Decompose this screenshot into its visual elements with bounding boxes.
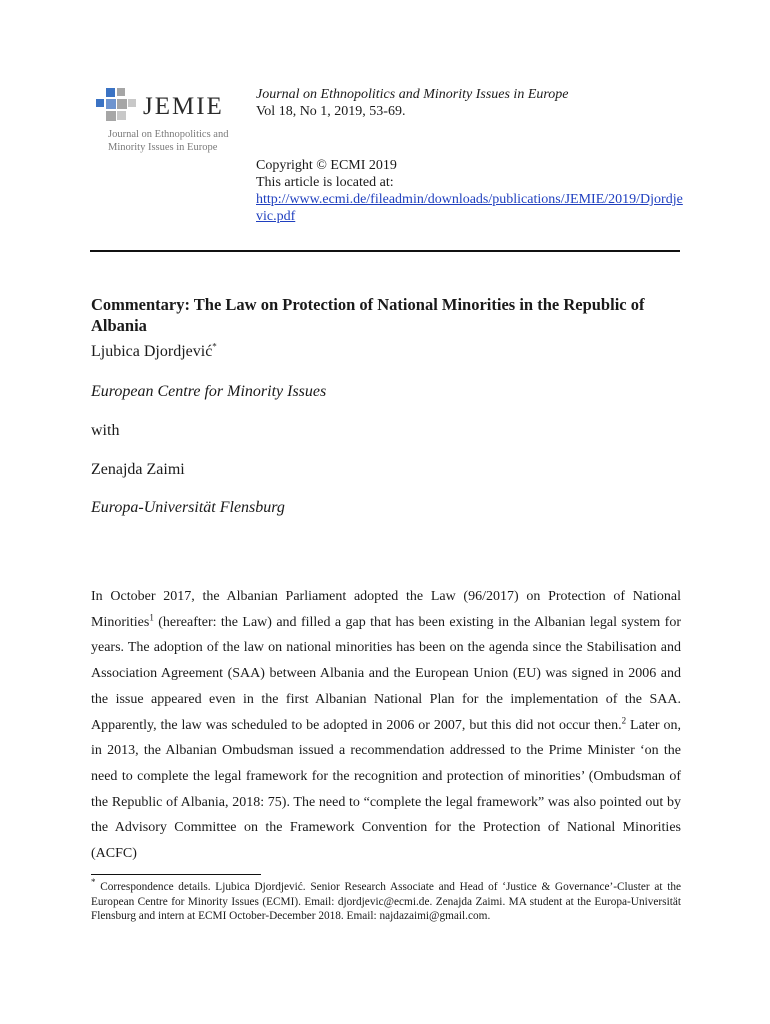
copyright-block: [256, 157, 686, 225]
article-title: Commentary: The Law on Protection of National Minorities in the Republic of Albania: [91, 295, 645, 335]
affiliation-1: European Centre for Minority Issues: [91, 383, 327, 400]
author-2: Zenajda Zaimi: [91, 461, 185, 478]
footnote: [91, 877, 681, 924]
footnote-text: Correspondence details. Ljubica Djordjević. Senior Research Associate and Head of ‘Justice & Governance’-Cluster at the European Centre for Minority Issues (ECMI). Email: djordjevic@ecmi.de. Zenajda Zaimi. MA student at the Europa-Universität Flensburg and intern at ECMI October-December 2018. Email: najdazaimi@gmail.com.: [91, 881, 681, 922]
jemie-logo: [96, 84, 246, 154]
header-divider: [90, 250, 680, 252]
with-text: with: [91, 422, 120, 439]
logo-subtitle: [108, 128, 246, 154]
body-text-2: (hereafter: the Law) and filled a gap that has been existing in the Albanian legal system for years. The adoption of the law on national minorities has been on the agenda since the Stabilisation and Association Agreement (SAA) between Albania and the European Union (EU) was signed in 2006 and the issue appeared even in the first Albanian National Plan for the implementation of the SAA. Apparently, the law was scheduled to be adopted in 2006 or 2007, but this did not occur then.: [91, 614, 681, 733]
footnote-ref-2[interactable]: 2: [621, 714, 627, 725]
affiliation-2: Europa-Universität Flensburg: [91, 499, 285, 516]
author-1-footnote-mark[interactable]: *: [212, 341, 217, 352]
body-text-3: Later on, in 2013, the Albanian Ombudsman issued a recommendation addressed to the Prime Minister ‘on the need to complete the legal framework for the recognition and protection of minorities’ (Ombudsman of the Republic of Albania, 2018: 75). The need to “complete the legal framework” was also pointed out by the Advisory Committee on the Framework Convention for the Protection of National Minorities (ACFC): [91, 717, 682, 862]
logo-squares-icon: [96, 84, 140, 124]
footnote-divider: [91, 874, 261, 875]
logo-wordmark: JEMIE: [143, 93, 224, 120]
logo-subtitle-line-1: Journal on Ethnopolitics and: [108, 129, 229, 140]
author-1-name: Ljubica Djordjević: [91, 343, 213, 360]
body-text-1: In October 2017, the Albanian Parliament adopted the Law (96/2017) on Protection of National Minorities: [91, 589, 681, 630]
journal-name: Journal on Ethnopolitics and Minority Issues in Europe: [256, 87, 569, 102]
logo-subtitle-line-2: Minority Issues in Europe: [108, 142, 218, 153]
volume-info: Vol 18, No 1, 2019, 53-69.: [256, 104, 406, 119]
author-1: [91, 343, 217, 361]
copyright-line: Copyright © ECMI 2019: [256, 158, 397, 173]
article-url-link[interactable]: http://www.ecmi.de/fileadmin/downloads/publications/JEMIE/2019/Djordjevic.pdf: [256, 192, 683, 224]
footnote-mark: *: [91, 877, 96, 888]
location-label: This article is located at:: [256, 175, 394, 190]
footnote-ref-1[interactable]: 1: [149, 612, 154, 623]
body-paragraph: [91, 584, 681, 867]
journal-header: [256, 86, 686, 120]
